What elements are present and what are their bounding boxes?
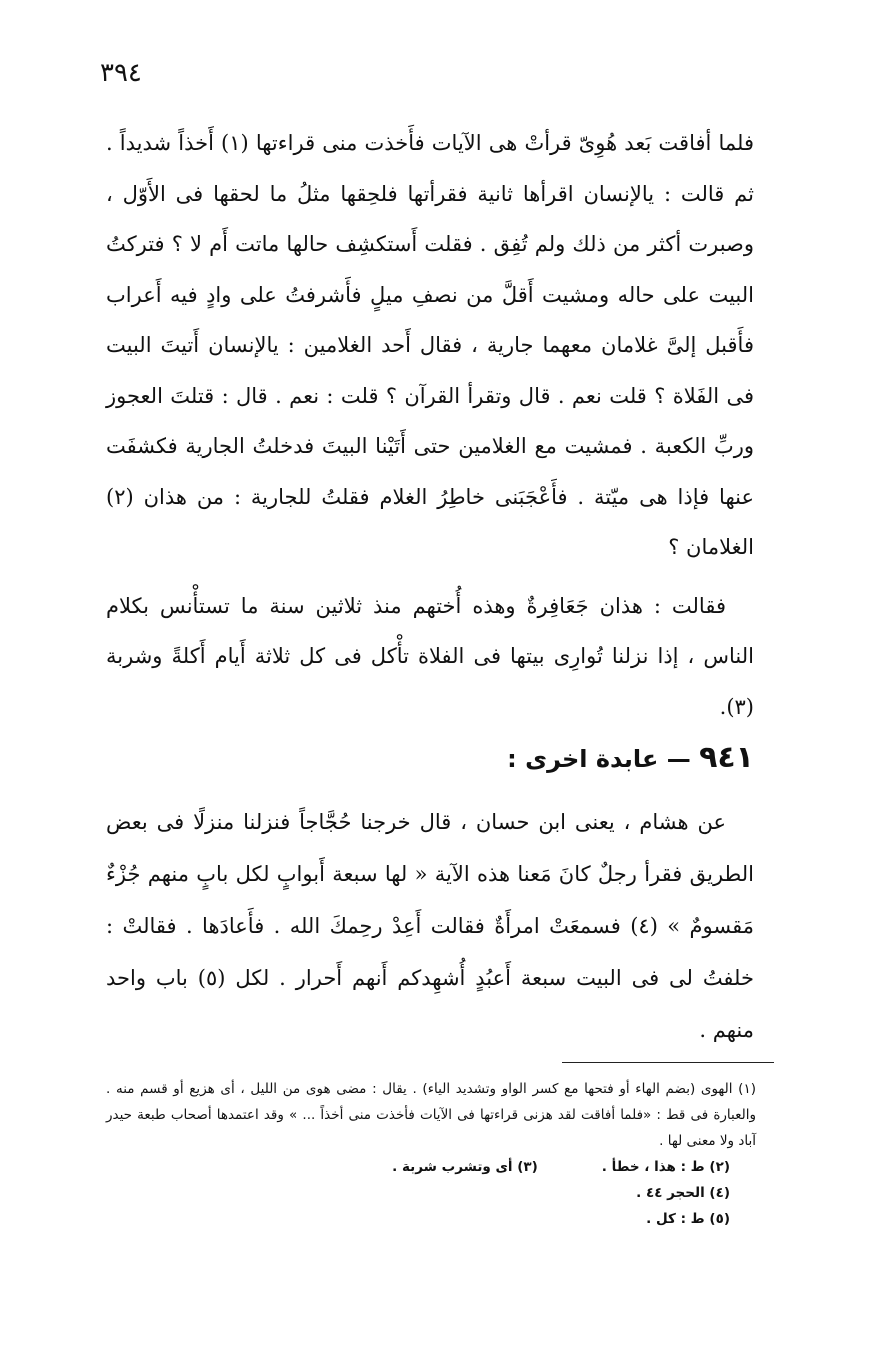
- section-heading: [154, 738, 754, 779]
- section-dash: —: [666, 745, 691, 773]
- main-paragraph-1: فلما أفاقت بَعد هُوِىّ قرأتْ هى الآيات فأَخذت منى قراءتها (١) أَخذاً شديداً . ثم قالت : يالإنسان اقرأها ثانية فقرأتها فلحِقها مثلُ ما لحقها فى الأَوّل ، وصبرت أكثر من ذلك ولم تُفِق . فقلت أَستكشِف حالها ماتت أَم لا ؟ فتركتُ البيت على حاله ومشيت أَقلَّ من نصفِ ميلٍ فأَشرفتُ على وادٍ فيه أَعراب فأَقبل إلىَّ غلامان معهما جارية ، فقال أَحد الغلامين : يالإنسان أَتيتَ البيت فى الفَلاة ؟ قلت نعم . قال وتقرأ القرآن ؟ قلت : نعم . قال : قتلتَ العجوز وربِّ الكعبة . فمشيت مع الغلامين حتى أَتَيْنا البيتَ فدخلتُ الجارية فكشفَت عنها فإذا هى ميّتة . فأَعْجَبَنى خاطِرُ الغلام فقلتُ للجارية : من هذان (٢) الغلامان ؟: [106, 131, 755, 559]
- footnote-2: (٢) ط : هذا ، خطأ .: [601, 1159, 730, 1175]
- footnote-3: (٣) أى وتشرب شربة .: [392, 1159, 538, 1175]
- section-title: عابدة اخرى :: [507, 745, 659, 773]
- footnote-1: (١) الهوى (بضم الهاء أو فتحها مع كسر الواو وتشديد الياء) . يقال : مضى هوى من الليل ، أى هزيع أو قسم منه . والعبارة فى قط : «فلما أفاقت لقد هزنى قراءتها فى الآيات فأخذت منى أخذاً ... » وقد اعتمدها أصحاب طبعة حيدر آباد ولا معنى لها .: [106, 1081, 756, 1149]
- footnote-row-2-3: [106, 1154, 756, 1180]
- section-number: ٩٤١: [699, 740, 754, 775]
- main-text-block: [106, 118, 754, 732]
- section-paragraph: عن هشام ، يعنى ابن حسان ، قال خرجنا حُجَّاجاً فنزلنا منزلًا فى بعض الطريق فقرأ رجلٌ كانَ مَعنا هذه الآية « لها سبعة أَبوابٍ لكل بابٍ منهم جُزْءٌ مَقسومٌ » (٤) فسمعَتْ امرأَةٌ فقالت أَعِدْ رحِمكَ الله . فأَعادَها . فقالتْ : خلفتُ لى فى البيت سبعة أَعبُدٍ أُشهِدكم أَنهم أَحرار . لكل (٥) باب واحد منهم .: [106, 810, 754, 1042]
- footnote-divider: [562, 1062, 774, 1063]
- section-text-block: [106, 796, 754, 1056]
- footnote-4: (٤) الحجر ٤٤ .: [636, 1185, 730, 1201]
- footnotes-block: [106, 1076, 756, 1232]
- main-paragraph-2: فقالت : هذان جَعَافِرةٌ وهذه أُختهم منذ ثلاثين سنة ما تستأْنس بكلام الناس ، إذا نزلنا تُوارِى بيتها فى الفلاة تأْكل فى كل ثلاثة أَيام أَكلةً وشربة (٣).: [106, 593, 754, 719]
- footnote-5: (٥) ط : كل .: [646, 1211, 730, 1227]
- page-number: ٣٩٤: [100, 58, 142, 88]
